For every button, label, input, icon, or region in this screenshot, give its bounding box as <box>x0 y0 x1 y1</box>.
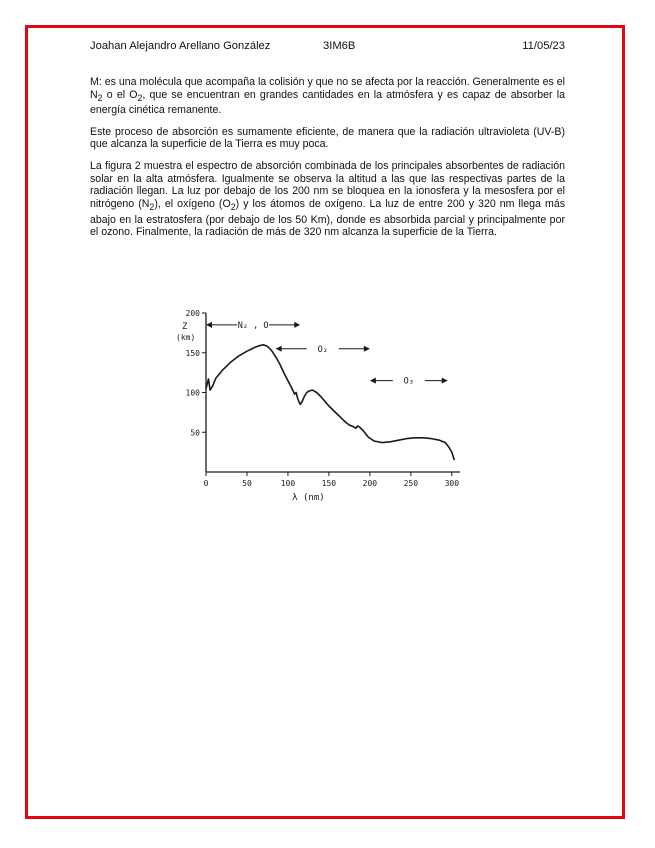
annotation-label: O₂ <box>317 344 328 355</box>
y-tick-label: 200 <box>185 309 200 318</box>
author-name: Joahan Alejandro Arellano González <box>90 40 271 52</box>
y-tick-label: 50 <box>190 428 200 438</box>
x-tick-label: 250 <box>403 479 419 488</box>
group-code: 3IM6B <box>323 40 356 52</box>
x-axis-label: λ (nm) <box>292 493 325 503</box>
absorption-spectrum-figure <box>160 285 490 510</box>
annotation-label: N₂ , O <box>237 320 269 331</box>
paragraph-third-body: M: es una molécula que acompaña la colisión y que no se afecta por la reacción. Generalmente es el $N_2$ o el $O_2$, que se encuentran en grandes cantidades en la atmósfera y es capaz de absorber la energía cinética remanente. <box>90 76 565 117</box>
y-axis-unit: (km) <box>176 333 196 342</box>
absorption-curve <box>206 345 454 460</box>
paragraph-absorption-efficiency: Este proceso de absorción es sumamente eficiente, de manera que la radiación ultravioleta (UV-B) que alcanza la superficie de la Tierra es muy poca. <box>90 125 565 151</box>
x-tick-label: 300 <box>444 479 460 488</box>
y-tick-label: 150 <box>185 348 200 358</box>
annotation-arrowhead-right <box>442 378 448 384</box>
y-axis-label: Z <box>182 322 188 332</box>
x-tick-label: 0 <box>203 479 209 488</box>
y-tick-label: 100 <box>185 388 200 398</box>
annotation-arrowhead-right <box>364 346 370 352</box>
x-tick-label: 50 <box>242 479 252 488</box>
annotation-arrowhead-left <box>370 378 376 384</box>
x-tick-label: 200 <box>362 479 378 488</box>
annotation-arrowhead-left <box>206 322 212 328</box>
x-tick-label: 100 <box>280 479 296 488</box>
absorption-chart <box>160 285 490 510</box>
annotation-arrowhead-left <box>276 346 282 352</box>
annotation-label: O₃ <box>403 376 414 387</box>
body-text <box>90 76 565 248</box>
x-tick-label: 150 <box>321 479 337 488</box>
document-header <box>90 40 565 56</box>
document-date: 11/05/23 <box>522 40 565 52</box>
paragraph-figure-2-description: La figura 2 muestra el espectro de absorción combinada de los principales absorbentes de radiación solar en la alta atmósfera. Igualmente se observa la altitud a las que las respectivas partes de la radiación llegan. La luz por debajo de los 200 nm se bloquea en la ionosfera y la mesosfera por el nitrógeno $(N_2)$, el oxígeno $(O_2)$ y los átomos de oxígeno. La luz de entre 200 y 320 nm llega más abajo en la estratosfera (por debajo de los 50 Km), donde es absorbida parcial y principalmente por el ozono. Finalmente, la radiación de más de 320 nm alcanza la superficie de la Tierra. <box>90 160 566 239</box>
annotation-arrowhead-right <box>294 322 300 328</box>
